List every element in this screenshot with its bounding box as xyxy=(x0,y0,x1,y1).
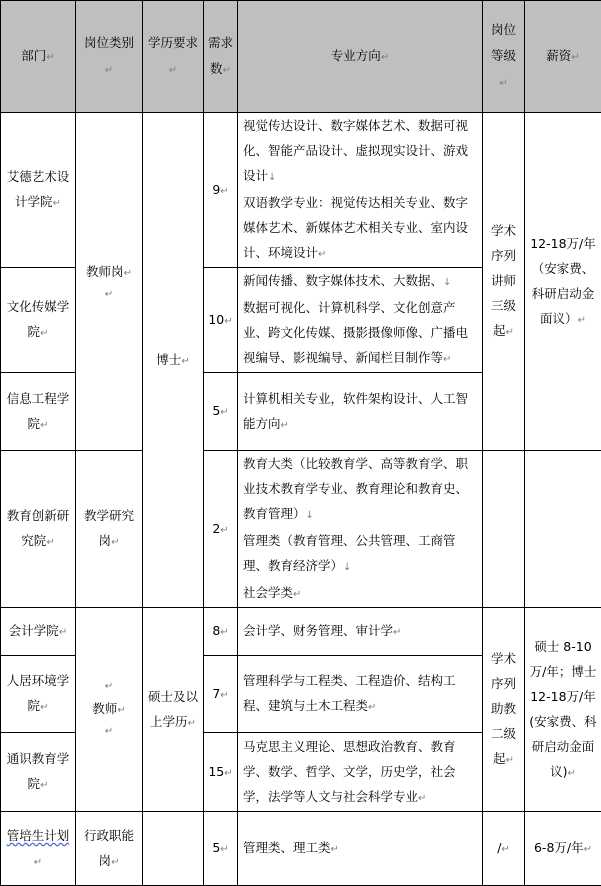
demand-cell: 8↵ xyxy=(204,608,238,656)
header-education: 学历要求↵ xyxy=(143,1,204,113)
header-row xyxy=(1,1,601,113)
dept-cell: 人居环境学院↵ xyxy=(1,656,76,733)
level-cell: 学术序列讲师三级起↵ xyxy=(483,113,525,451)
header-salary: 薪资↵ xyxy=(525,1,601,113)
dept-cell: 信息工程学院↵ xyxy=(1,373,76,451)
demand-cell: 2↵ xyxy=(204,451,238,608)
header-demand: 需求数↵ xyxy=(204,1,238,113)
major-cell: 新闻传播、数字媒体技术、大数据、↓ 数据可视化、计算机科学、文化创意产业、跨文化传媒、摄影摄像师像、广播电视编导、影视编导、新闻栏目制作等↵ xyxy=(238,268,483,373)
dept-cell: 通识教育学院↵ xyxy=(1,733,76,812)
demand-cell: 5↵ xyxy=(204,373,238,451)
dept-cell: 会计学院↵ xyxy=(1,608,76,656)
demand-cell: 5↵ xyxy=(204,812,238,886)
category-cell: 教师岗↵ ↵ xyxy=(76,113,143,451)
category-cell: ↵ 教师↵ ↵ xyxy=(76,608,143,812)
dept-cell: 教育创新研究院↵ xyxy=(1,451,76,608)
level-cell: 学术序列助教二级起↵ xyxy=(483,608,525,812)
salary-cell: 6-8万/年↵ xyxy=(525,812,601,886)
demand-cell: 9↵ xyxy=(204,113,238,268)
demand-cell: 7↵ xyxy=(204,656,238,733)
header-category: 岗位类别↵ xyxy=(76,1,143,113)
dept-cell: 管培生计划↵ xyxy=(1,812,76,886)
table-row xyxy=(1,113,601,268)
demand-cell: 15↵ xyxy=(204,733,238,812)
table-row xyxy=(1,451,601,608)
header-dept: 部门↵ xyxy=(1,1,76,113)
major-cell: 马克思主义理论、思想政治教育、教育学、数学、哲学、文学，历史学，社会学，法学等人文与社会科学专业↵ xyxy=(238,733,483,812)
education-cell: 硕士及以上学历↵ xyxy=(143,608,204,812)
dept-cell: 文化传媒学院↵ xyxy=(1,268,76,373)
major-cell: 管理科学与工程类、工程造价、结构工程、建筑与土木工程类↵ xyxy=(238,656,483,733)
major-cell: 视觉传达设计、数字媒体艺术、数据可视化、智能产品设计、虚拟现实设计、游戏设计↓ 双语教学专业：视觉传达相关专业、数字媒体艺术、新媒体艺术相关专业、室内设计、环境设计↵ xyxy=(238,113,483,268)
header-major: 专业方向↵ xyxy=(238,1,483,113)
level-cell: /↵ xyxy=(483,812,525,886)
category-cell: 行政职能岗↵ xyxy=(76,812,143,886)
major-cell: 计算机相关专业，软件架构设计、人工智能方向↵ xyxy=(238,373,483,451)
category-cell: 教学研究岗↵ xyxy=(76,451,143,608)
major-cell: 会计学、财务管理、审计学↵ xyxy=(238,608,483,656)
major-cell: 教育大类（比较教育学、高等教育学、职业技术教育学专业、教育理论和教育史、教育管理）↓ 管理类（教育管理、公共管理、工商管理、教育经济学）↓ 社会学类↵ xyxy=(238,451,483,608)
salary-cell xyxy=(525,451,601,608)
table-row xyxy=(1,812,601,886)
major-cell: 管理类、理工类↵ xyxy=(238,812,483,886)
education-cell: 博士↵ xyxy=(143,113,204,608)
demand-cell: 10↵ xyxy=(204,268,238,373)
level-cell xyxy=(483,451,525,608)
education-cell xyxy=(143,812,204,886)
dept-cell: 艾德艺术设计学院↵ xyxy=(1,113,76,268)
header-level: 岗位等级↵ xyxy=(483,1,525,113)
salary-cell: 12-18万/年（安家费、科研启动金面议）↵ xyxy=(525,113,601,451)
salary-cell: 硕士 8-10万/年；博士 12-18万/年(安家费、科研启动金面议)↵ xyxy=(525,608,601,812)
table-row xyxy=(1,608,601,656)
